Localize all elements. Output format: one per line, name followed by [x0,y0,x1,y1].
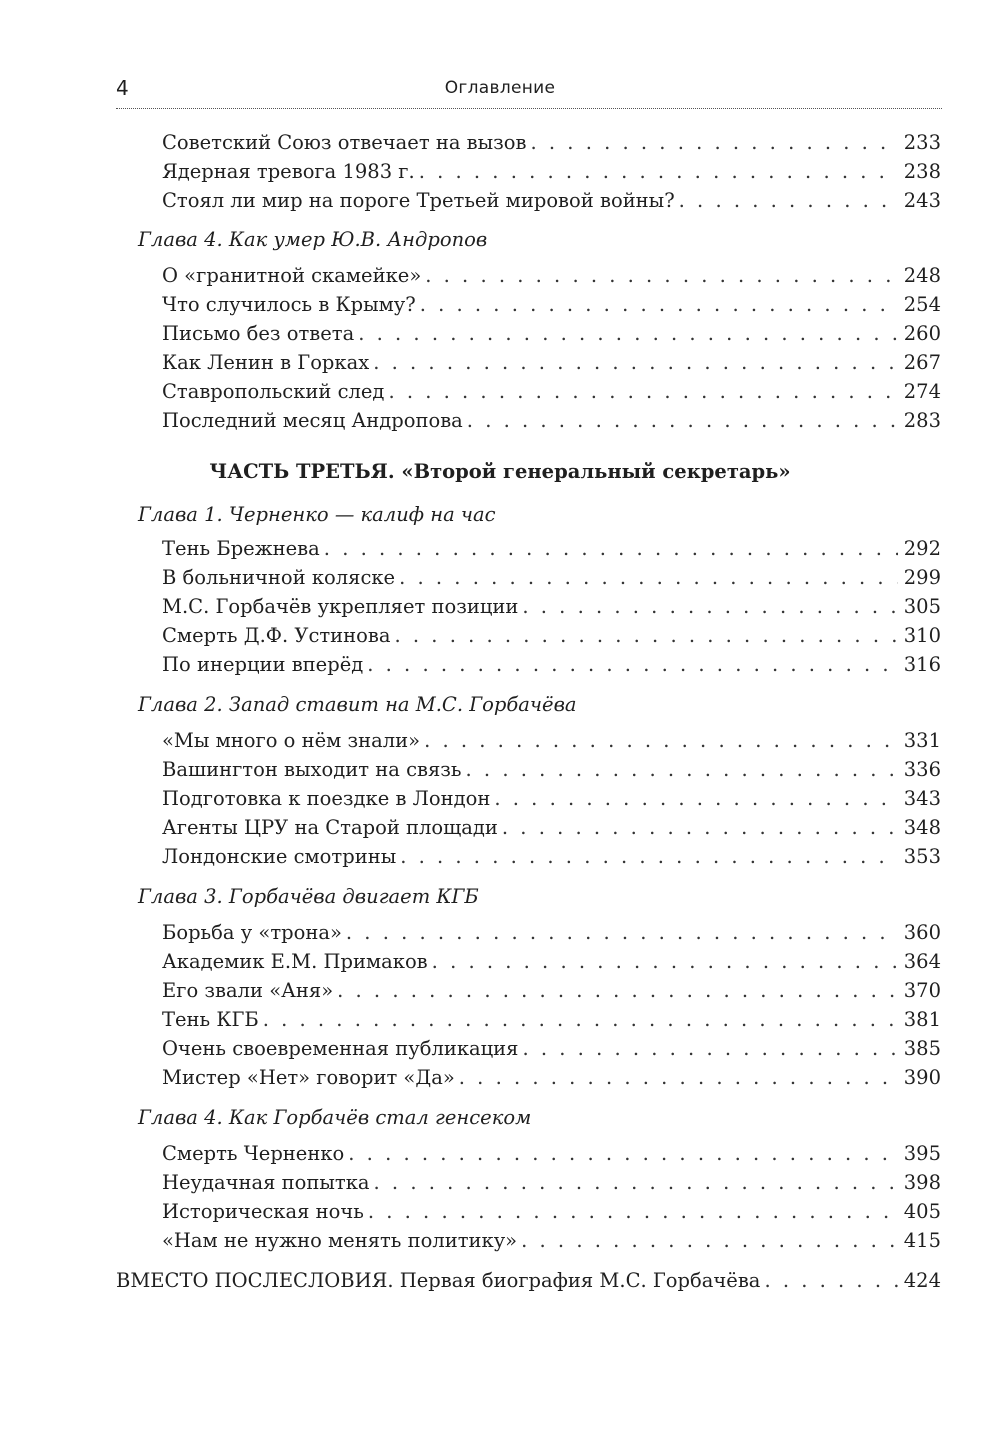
toc-entry: По инерции вперёд . . . 316 [162,653,941,682]
leader-dots [521,1229,898,1252]
toc-page-ref: 299 [903,566,941,589]
leader-dots [522,595,897,618]
toc-page-ref: 274 [903,380,941,403]
running-head-title: Оглавление [444,78,556,98]
toc-page-ref: 336 [903,758,941,781]
leader-dots [400,845,898,868]
chapter-heading: Глава 4. Как Горбачёв стал генсеком [138,1106,532,1129]
toc-page-ref: 364 [903,950,941,973]
leader-dots [374,1171,898,1194]
toc-entry: М.С. Горбачёв укрепляет позиции . . . 305 [162,595,941,624]
toc-page-ref: 233 [903,131,941,154]
toc-page-ref: 348 [903,816,941,839]
leader-dots [388,380,897,403]
toc-entry: Борьба у «трона» . . . 360 [162,921,941,950]
page-number: 4 [116,76,129,100]
chapter-heading: Глава 3. Горбачёва двигает КГБ [138,885,479,908]
toc-entry: Очень своевременная публикация . . . 385 [162,1037,941,1066]
toc-entry: Как Ленин в Горках . . . 267 [162,351,941,380]
toc-entry: Неудачная попытка . . . 398 [162,1171,941,1200]
toc-entry: Агенты ЦРУ на Старой площади . . . 348 [162,816,941,845]
toc-entry: Советский Союз отвечает на вызов . . . 233 [162,131,941,160]
toc-entry: «Нам не нужно менять политику» . . . 415 [162,1229,941,1258]
leader-dots [494,787,897,810]
leader-dots [425,264,898,287]
leader-dots [502,816,898,839]
toc-page-ref: 370 [903,979,941,1002]
leader-dots [459,1066,898,1089]
leader-dots [531,131,898,154]
leader-dots [424,729,898,752]
toc-page-ref: 305 [903,595,941,618]
toc-page-ref: 390 [903,1066,941,1089]
toc-entry: Мистер «Нет» говорит «Да» . . . 390 [162,1066,941,1095]
toc-page-ref: 360 [903,921,941,944]
toc-entry: Смерть Черненко . . . 395 [162,1142,941,1171]
toc-page-ref: 316 [903,653,941,676]
toc-page-ref: 381 [903,1008,941,1031]
toc-page-ref: 267 [903,351,941,374]
toc-page-ref: 254 [903,293,941,316]
toc-page-ref: 238 [903,160,941,183]
leader-dots [432,950,898,973]
toc-entry: Подготовка к поездке в Лондон . . . 343 [162,787,941,816]
leader-dots [419,160,898,183]
toc-page-ref: 283 [903,409,941,432]
leader-dots [358,322,898,345]
header-dotted-rule [116,108,942,109]
leader-dots [263,1008,898,1031]
leader-dots [346,921,898,944]
running-head [0,0,1000,110]
toc-page-ref: 424 [903,1269,941,1292]
toc-entry: «Мы много о нём знали» . . . 331 [162,729,941,758]
toc-page-ref: 243 [903,189,941,212]
toc-page-ref: 353 [903,845,941,868]
toc-entry: О «гранитной скамейке» . . . 248 [162,264,941,293]
toc-entry: Последний месяц Андропова . . . 283 [162,409,941,438]
toc-entry: Лондонские смотрины . . . 353 [162,845,941,874]
toc-entry: Смерть Д.Ф. Устинова . . . 310 [162,624,941,653]
toc-entry: Историческая ночь . . . 405 [162,1200,941,1229]
chapter-heading: Глава 1. Черненко — калиф на час [138,503,496,526]
chapter-heading: Глава 2. Запад ставит на М.С. Горбачёва [138,693,577,716]
toc-page-ref: 385 [903,1037,941,1060]
toc-page-ref: 331 [903,729,941,752]
leader-dots [367,653,898,676]
toc-entry: Что случилось в Крыму? . . . 254 [162,293,941,322]
toc-page-ref: 405 [903,1200,941,1223]
toc-page-ref: 248 [903,264,941,287]
toc-page-ref: 292 [903,537,941,560]
toc-entry-afterword: ВМЕСТО ПОСЛЕСЛОВИЯ. Первая биография М.С. Горбачёва . . . 424 [116,1269,941,1298]
leader-dots [467,409,898,432]
leader-dots [395,624,898,647]
toc-entry: Ставропольский след . . . 274 [162,380,941,409]
chapter-heading: Глава 4. Как умер Ю.В. Андропов [138,228,488,251]
toc-entry: Ядерная тревога 1983 г. . . . 238 [162,160,941,189]
leader-dots [764,1269,897,1292]
leader-dots [679,189,898,212]
toc-page-ref: 260 [903,322,941,345]
toc-page-ref: 398 [903,1171,941,1194]
toc-entry: Письмо без ответа . . . 260 [162,322,941,351]
toc-page-ref: 415 [903,1229,941,1252]
toc-entry: Академик Е.М. Примаков . . . 364 [162,950,941,979]
leader-dots [466,758,898,781]
toc-entry: Тень КГБ . . . 381 [162,1008,941,1037]
leader-dots [368,1200,898,1223]
leader-dots [337,979,898,1002]
leader-dots [522,1037,897,1060]
leader-dots [348,1142,897,1165]
part-heading: ЧАСТЬ ТРЕТЬЯ. «Второй генеральный секретарь» [209,460,791,483]
toc-entry: Вашингтон выходит на связь . . . 336 [162,758,941,787]
leader-dots [324,537,898,560]
toc-page-ref: 343 [903,787,941,810]
toc-page-ref: 310 [903,624,941,647]
leader-dots [373,351,898,374]
toc-entry: Тень Брежнева . . . 292 [162,537,941,566]
toc-entry: Стоял ли мир на пороге Третьей мировой войны? . . . 243 [162,189,941,218]
leader-dots [420,293,898,316]
toc-entry: Его звали «Аня» . . . 370 [162,979,941,1008]
leader-dots [399,566,898,589]
toc-entry: В больничной коляске . . . 299 [162,566,941,595]
toc-page-ref: 395 [903,1142,941,1165]
